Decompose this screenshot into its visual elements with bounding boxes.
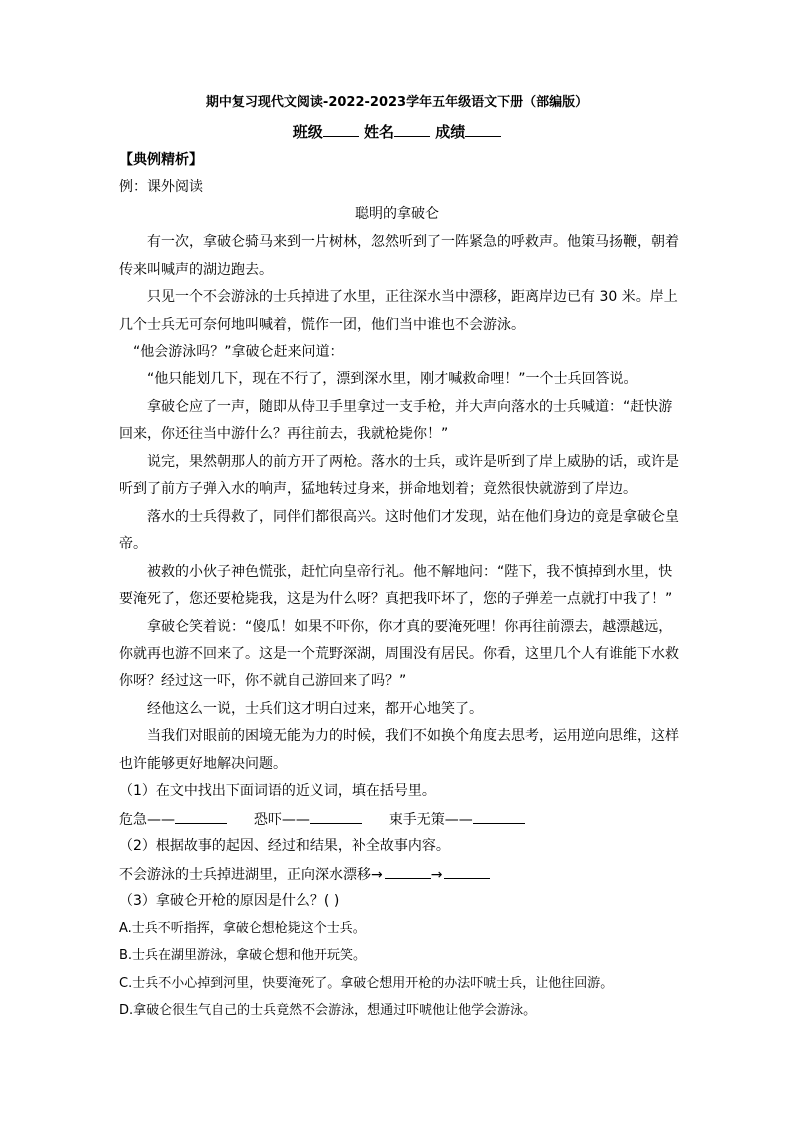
word-label: 恐吓—— bbox=[253, 812, 310, 828]
question-2: （2）根据故事的起因、经过和结果，补全故事内容。 bbox=[119, 838, 450, 854]
student-info-line bbox=[0, 122, 794, 142]
answer-blank[interactable] bbox=[175, 809, 227, 824]
story-line: 几个士兵无可奈何地叫喊着，慌作一团，他们当中谁也不会游泳。 bbox=[119, 317, 525, 333]
word-label: 束手无策—— bbox=[388, 812, 473, 828]
question-2-sequence bbox=[119, 864, 679, 885]
score-label: 成绩 bbox=[435, 123, 466, 141]
answer-blank[interactable] bbox=[444, 864, 490, 879]
answer-blank[interactable] bbox=[473, 809, 525, 824]
story-line: 听到了前方子弹入水的响声，猛地转过身来，拼命地划着；竟然很快就游到了岸边。 bbox=[119, 481, 637, 497]
story-line: 帝。 bbox=[119, 536, 147, 552]
arrow-icon: → bbox=[430, 867, 443, 883]
story-line: “他只能划几下，现在不行了，漂到深水里，刚才喊救命哩！”一个士兵回答说。 bbox=[119, 371, 638, 387]
answer-blank[interactable] bbox=[385, 864, 431, 879]
option-b[interactable]: B.士兵在湖里游泳，拿破仑想和他开玩笑。 bbox=[119, 948, 367, 963]
story-line: 回来，你还往当中游什么？再往前去，我就枪毙你！” bbox=[119, 426, 449, 442]
page-title: 期中复习现代文阅读-2022-2023学年五年级语文下册（部编版） bbox=[205, 95, 589, 110]
story-line: 拿破仑笑着说：“傻瓜！如果不吓你，你才真的要淹死哩！你再往前漂去，越漂越远， bbox=[119, 619, 673, 635]
sequence-text: 不会游泳的士兵掉进湖里，正向深水漂移→ bbox=[119, 867, 383, 883]
example-label: 例：课外阅读 bbox=[119, 179, 203, 195]
question-3: （3）拿破仑开枪的原因是什么？( ) bbox=[119, 893, 340, 909]
score-blank[interactable] bbox=[465, 122, 501, 137]
story-title: 聪明的拿破仑 bbox=[355, 206, 439, 222]
story-line: 落水的士兵得救了，同伴们都很高兴。这时他们才发现，站在他们身边的竟是拿破仑皇 bbox=[119, 509, 679, 525]
option-d[interactable]: D.拿破仑很生气自己的士兵竟然不会游泳，想通过吓唬他让他学会游泳。 bbox=[119, 1003, 537, 1018]
word-label: 危急—— bbox=[119, 812, 175, 828]
class-label: 班级 bbox=[292, 123, 323, 141]
class-blank[interactable] bbox=[323, 122, 359, 137]
section-heading: 【典例精析】 bbox=[119, 152, 203, 168]
story-line: 你呀？经过这一吓，你不就自己游回来了吗？” bbox=[119, 673, 407, 689]
story-line: 经他这么一说，士兵们这才明白过来，都开心地笑了。 bbox=[119, 701, 483, 717]
name-blank[interactable] bbox=[394, 122, 430, 137]
story-line: 只见一个不会游泳的士兵掉进了水里，正往深水当中漂移，距离岸边已有 30 米。岸上 bbox=[119, 289, 678, 305]
name-label: 姓名 bbox=[363, 123, 394, 141]
option-a[interactable]: A.士兵不听指挥，拿破仑想枪毙这个士兵。 bbox=[119, 921, 366, 936]
story-line: 被救的小伙子神色慌张，赶忙向皇帝行礼。他不解地问：“陛下，我不慎掉到水里，快 bbox=[119, 564, 673, 580]
story-line: 说完，果然朝那人的前方开了两枪。落水的士兵，或许是听到了岸上威胁的话，或许是 bbox=[119, 454, 679, 470]
story-line: “他会游泳吗？”拿破仑赶来问道： bbox=[119, 344, 344, 360]
story-line: 当我们对眼前的困境无能为力的时候，我们不如换个角度去思考，运用逆向思维，这样 bbox=[119, 728, 679, 744]
story-line: 你就再也游不回来了。这是一个荒野深湖，周围没有居民。你看，这里几个人有谁能下水救 bbox=[119, 646, 679, 662]
answer-blank[interactable] bbox=[310, 809, 362, 824]
option-c[interactable]: C.士兵不小心掉到河里，快要淹死了。拿破仑想用开枪的办法吓唬士兵，让他往回游。 bbox=[119, 976, 614, 991]
story-line: 拿破仑应了一声，随即从侍卫手里拿过一支手枪，并大声向落水的士兵喊道：“赶快游 bbox=[119, 399, 673, 415]
story-line: 也许能够更好地解决问题。 bbox=[119, 756, 287, 772]
story-line: 传来叫喊声的湖边跑去。 bbox=[119, 262, 273, 278]
story-line: 有一次，拿破仑骑马来到一片树林，忽然听到了一阵紧急的呼救声。他策马扬鞭，朝着 bbox=[119, 234, 679, 250]
story-line: 要淹死了，您还要枪毙我，这是为什么呀？真把我吓坏了，您的子弹差一点就打中我了！” bbox=[119, 591, 673, 607]
question-1: （1）在文中找出下面词语的近义词，填在括号里。 bbox=[119, 783, 436, 799]
question-1-blanks bbox=[119, 809, 679, 830]
